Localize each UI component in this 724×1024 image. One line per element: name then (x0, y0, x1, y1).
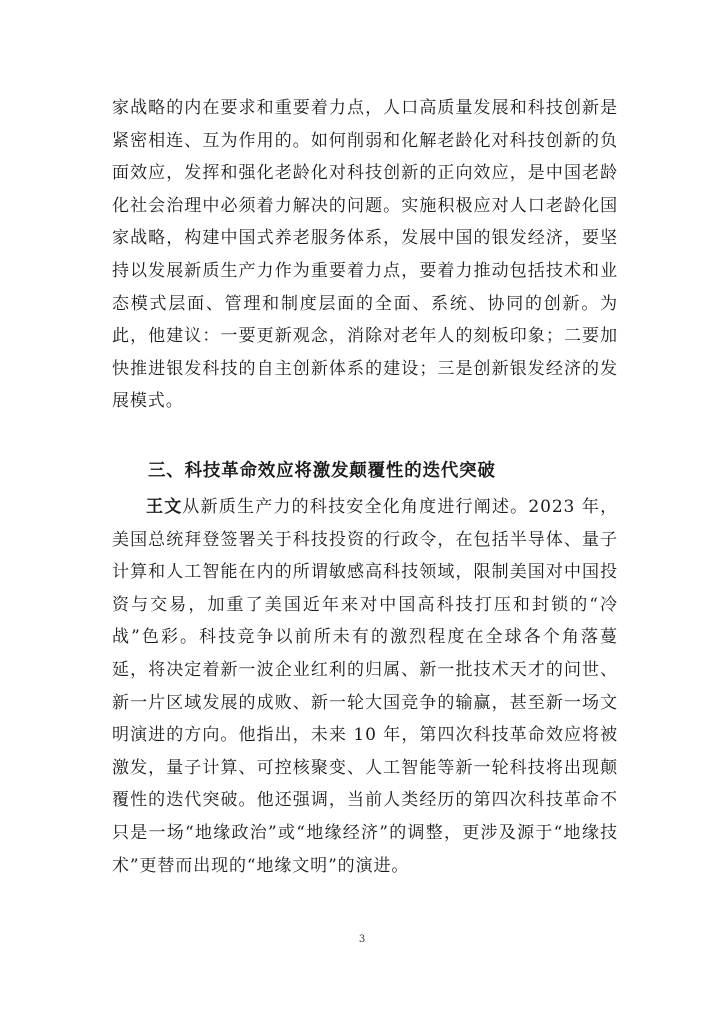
page-number: 3 (358, 934, 366, 945)
body-paragraph-1: 家战略的内在要求和重要着力点，人口高质量发展和科技创新是紧密相连、互为作用的。如何削弱和化解老龄化对科技创新的负面效应，发挥和强化老龄化对科技创新的正向效应，是中国老龄化社会治理中必须着力解决的问题。实施积极应对人口老龄化国家战略，构建中国式养老服务体系，发展中国的银发经济，要坚持以发展新质生产力作为重要着力点，要着力推动包括技术和业态模式层面、管理和制度层面的全面、系统、协同的创新。为此，他建议：一要更新观念，消除对老年人的刻板印象；二要加快推进银发科技的自主创新体系的建设；三是创新银发经济的发展模式。 (112, 98, 618, 412)
section-heading: 三、科技革命效应将激发颠覆性的迭代突破 (148, 461, 496, 481)
body-paragraph-2 (112, 491, 618, 882)
speaker-name: 王文 (146, 497, 183, 517)
body-paragraph-2-text: 从新质生产力的科技安全化角度进行阐述。2023 年，美国总统拜登签署关于科技投资的行政令，在包括半导体、量子计算和人工智能在内的所谓敏感高科技领域，限制美国对中国投资与交易，加重了美国近年来对中国高科技打压和封锁的“冷战”色彩。科技竞争以前所未有的激烈程度在全球各个角落蔓延，将决定着新一波企业红利的归属、新一批技术天才的问世、新一片区域发展的成败、新一轮大国竞争的输赢，甚至新一场文明演进的方向。他指出，未来 10 年，第四次科技革命效应将被激发，量子计算、可控核聚变、人工智能等新一轮科技将出现颠覆性的迭代突破。他还强调，当前人类经历的第四次科技革命不只是一场“地缘政治”或“地缘经济”的调整，更涉及源于“地缘技术”更替而出现的“地缘文明”的演进。 (112, 497, 618, 876)
